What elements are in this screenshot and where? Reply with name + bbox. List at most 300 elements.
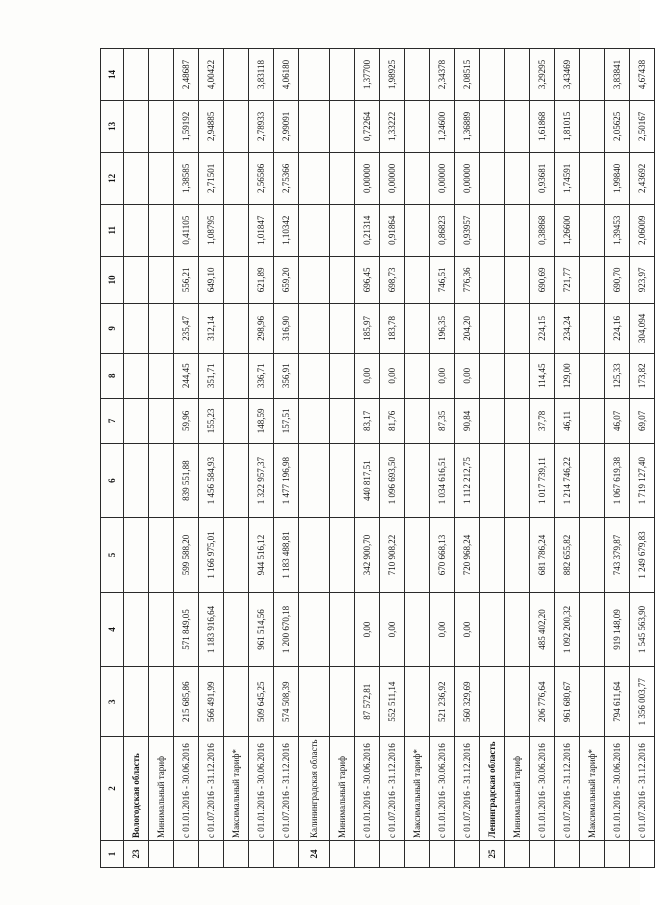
- value-cell: 1,10342: [274, 204, 299, 256]
- value-cell: [299, 256, 330, 303]
- value-cell: 1 183 916,64: [199, 592, 224, 666]
- value-cell: [405, 100, 430, 152]
- value-cell: 3,29295: [530, 49, 555, 101]
- value-cell: [405, 667, 430, 737]
- row-label-cell: с 01.07.2016 - 31.12.2016: [199, 737, 224, 841]
- table-row: [630, 49, 655, 868]
- value-cell: 1 112 212,75: [455, 443, 480, 517]
- value-cell: 4,06180: [274, 49, 299, 101]
- value-cell: [149, 304, 174, 354]
- value-cell: [224, 443, 249, 517]
- value-cell: 125,33: [605, 353, 630, 398]
- value-cell: 185,97: [355, 304, 380, 354]
- table-row: [249, 49, 274, 868]
- value-cell: [299, 592, 330, 666]
- table-body: [101, 49, 655, 868]
- value-cell: 173,82: [630, 353, 655, 398]
- table-row: [299, 49, 330, 868]
- value-cell: [405, 353, 430, 398]
- row-label-cell: с 01.01.2016 - 30.06.2016: [174, 737, 199, 841]
- value-cell: 304,094: [630, 304, 655, 354]
- column-header: 11: [101, 204, 124, 256]
- value-cell: 1,98925: [380, 49, 405, 101]
- value-cell: [224, 204, 249, 256]
- value-cell: 566 491,99: [199, 667, 224, 737]
- value-cell: 1 356 003,77: [630, 667, 655, 737]
- value-cell: 37,78: [530, 398, 555, 443]
- column-header: 13: [101, 100, 124, 152]
- value-cell: 0,00000: [455, 152, 480, 204]
- value-cell: 1 200 670,18: [274, 592, 299, 666]
- value-cell: [149, 256, 174, 303]
- value-cell: 157,51: [274, 398, 299, 443]
- value-cell: 0,00: [380, 353, 405, 398]
- column-header: 3: [101, 667, 124, 737]
- value-cell: 1,24600: [430, 100, 455, 152]
- value-cell: 1,36889: [455, 100, 480, 152]
- row-number-cell: [630, 840, 655, 867]
- value-cell: 621,89: [249, 256, 274, 303]
- value-cell: 944 516,12: [249, 518, 274, 592]
- row-number-cell: [580, 840, 605, 867]
- value-cell: [124, 204, 149, 256]
- table-row: [124, 49, 149, 868]
- table-row: [580, 49, 605, 868]
- value-cell: [149, 100, 174, 152]
- value-cell: 1 214 746,22: [555, 443, 580, 517]
- value-cell: 1,38585: [174, 152, 199, 204]
- row-label-cell: с 01.07.2016 - 31.12.2016: [455, 737, 480, 841]
- value-cell: [330, 304, 355, 354]
- value-cell: [580, 152, 605, 204]
- row-label-cell: Минимальный тариф: [505, 737, 530, 841]
- table-row: [330, 49, 355, 868]
- value-cell: [505, 592, 530, 666]
- table-row: [380, 49, 405, 868]
- row-label-cell: с 01.07.2016 - 31.12.2016: [274, 737, 299, 841]
- value-cell: 342 900,70: [355, 518, 380, 592]
- table-row: [274, 49, 299, 868]
- value-cell: 2,71501: [199, 152, 224, 204]
- value-cell: 1 719 127,40: [630, 443, 655, 517]
- value-cell: 720 968,24: [455, 518, 480, 592]
- value-cell: [405, 443, 430, 517]
- row-number-cell: [455, 840, 480, 867]
- value-cell: [149, 204, 174, 256]
- value-cell: 776,36: [455, 256, 480, 303]
- value-cell: [124, 443, 149, 517]
- table-row: [149, 49, 174, 868]
- value-cell: [505, 353, 530, 398]
- value-cell: [299, 152, 330, 204]
- value-cell: 90,84: [455, 398, 480, 443]
- row-label-cell: с 01.01.2016 - 30.06.2016: [355, 737, 380, 841]
- value-cell: 721,77: [555, 256, 580, 303]
- value-cell: 0,00: [355, 353, 380, 398]
- value-cell: 2,34378: [430, 49, 455, 101]
- value-cell: [580, 443, 605, 517]
- value-cell: [330, 592, 355, 666]
- value-cell: 83,17: [355, 398, 380, 443]
- value-cell: [224, 152, 249, 204]
- value-cell: 794 611,64: [605, 667, 630, 737]
- rotated-table-wrapper: [100, 48, 647, 868]
- value-cell: 649,10: [199, 256, 224, 303]
- value-cell: 521 236,92: [430, 667, 455, 737]
- value-cell: 1,33222: [380, 100, 405, 152]
- value-cell: [224, 100, 249, 152]
- value-cell: [299, 304, 330, 354]
- value-cell: [149, 49, 174, 101]
- value-cell: 1,01847: [249, 204, 274, 256]
- row-label-cell: с 01.01.2016 - 30.06.2016: [530, 737, 555, 841]
- value-cell: [124, 353, 149, 398]
- value-cell: 312,14: [199, 304, 224, 354]
- value-cell: 0,93681: [530, 152, 555, 204]
- value-cell: 235,47: [174, 304, 199, 354]
- value-cell: 743 379,87: [605, 518, 630, 592]
- row-number-cell: [199, 840, 224, 867]
- value-cell: [330, 443, 355, 517]
- value-cell: 1,39453: [605, 204, 630, 256]
- row-label-cell: с 01.07.2016 - 31.12.2016: [555, 737, 580, 841]
- value-cell: [480, 256, 505, 303]
- value-cell: [124, 592, 149, 666]
- value-cell: 599 588,20: [174, 518, 199, 592]
- value-cell: 2,08515: [455, 49, 480, 101]
- value-cell: 0,91864: [380, 204, 405, 256]
- row-number-cell: [555, 840, 580, 867]
- value-cell: [330, 667, 355, 737]
- value-cell: [149, 443, 174, 517]
- value-cell: [330, 204, 355, 256]
- row-label-cell: Максимальный тариф*: [405, 737, 430, 841]
- value-cell: 0,00: [430, 353, 455, 398]
- value-cell: [480, 443, 505, 517]
- row-number-cell: [224, 840, 249, 867]
- value-cell: [480, 353, 505, 398]
- value-cell: 882 655,82: [555, 518, 580, 592]
- value-cell: [505, 152, 530, 204]
- value-cell: 1 067 619,38: [605, 443, 630, 517]
- value-cell: [224, 398, 249, 443]
- row-label-cell: Минимальный тариф: [330, 737, 355, 841]
- table-row: [455, 49, 480, 868]
- value-cell: [330, 100, 355, 152]
- value-cell: [299, 398, 330, 443]
- value-cell: 0,38868: [530, 204, 555, 256]
- header-row: [101, 49, 124, 868]
- value-cell: 215 685,86: [174, 667, 199, 737]
- value-cell: [480, 49, 505, 101]
- value-cell: 183,78: [380, 304, 405, 354]
- value-cell: [580, 204, 605, 256]
- value-cell: [224, 256, 249, 303]
- column-header: 7: [101, 398, 124, 443]
- value-cell: [330, 256, 355, 303]
- value-cell: [480, 667, 505, 737]
- value-cell: [224, 49, 249, 101]
- value-cell: [299, 100, 330, 152]
- value-cell: 1 092 200,32: [555, 592, 580, 666]
- value-cell: 336,71: [249, 353, 274, 398]
- value-cell: 961 514,56: [249, 592, 274, 666]
- value-cell: [124, 667, 149, 737]
- value-cell: [330, 398, 355, 443]
- value-cell: 0,00: [380, 592, 405, 666]
- value-cell: 155,23: [199, 398, 224, 443]
- row-number-cell: 25: [480, 840, 505, 867]
- value-cell: 206 776,64: [530, 667, 555, 737]
- value-cell: [149, 398, 174, 443]
- value-cell: 59,96: [174, 398, 199, 443]
- value-cell: 46,07: [605, 398, 630, 443]
- row-number-cell: [355, 840, 380, 867]
- value-cell: 0,00000: [355, 152, 380, 204]
- value-cell: [299, 204, 330, 256]
- value-cell: [505, 49, 530, 101]
- value-cell: [580, 398, 605, 443]
- value-cell: 3,83841: [605, 49, 630, 101]
- row-number-cell: [430, 840, 455, 867]
- value-cell: 0,00000: [430, 152, 455, 204]
- value-cell: [480, 518, 505, 592]
- value-cell: [224, 353, 249, 398]
- value-cell: 2,06009: [630, 204, 655, 256]
- value-cell: 1,99840: [605, 152, 630, 204]
- value-cell: 0,00: [455, 353, 480, 398]
- value-cell: 148,59: [249, 398, 274, 443]
- value-cell: 698,73: [380, 256, 405, 303]
- value-cell: 2,48687: [174, 49, 199, 101]
- value-cell: 552 511,14: [380, 667, 405, 737]
- value-cell: 690,69: [530, 256, 555, 303]
- value-cell: 1 456 584,93: [199, 443, 224, 517]
- row-label-cell: с 01.01.2016 - 30.06.2016: [249, 737, 274, 841]
- value-cell: 1 166 975,01: [199, 518, 224, 592]
- row-number-cell: [274, 840, 299, 867]
- value-cell: [405, 304, 430, 354]
- value-cell: 87,35: [430, 398, 455, 443]
- value-cell: 440 817,51: [355, 443, 380, 517]
- value-cell: [580, 256, 605, 303]
- table-row: [174, 49, 199, 868]
- value-cell: [330, 353, 355, 398]
- value-cell: 1 034 616,51: [430, 443, 455, 517]
- value-cell: 81,76: [380, 398, 405, 443]
- value-cell: 1 322 957,37: [249, 443, 274, 517]
- value-cell: [580, 100, 605, 152]
- table-row: [505, 49, 530, 868]
- value-cell: 87 572,81: [355, 667, 380, 737]
- value-cell: 0,41105: [174, 204, 199, 256]
- value-cell: [149, 667, 174, 737]
- column-header: 5: [101, 518, 124, 592]
- value-cell: [149, 518, 174, 592]
- value-cell: [580, 667, 605, 737]
- value-cell: 0,21314: [355, 204, 380, 256]
- value-cell: [405, 256, 430, 303]
- value-cell: [149, 353, 174, 398]
- value-cell: 571 849,05: [174, 592, 199, 666]
- value-cell: 2,75366: [274, 152, 299, 204]
- column-header: 6: [101, 443, 124, 517]
- value-cell: [224, 667, 249, 737]
- value-cell: 2,99091: [274, 100, 299, 152]
- value-cell: [124, 518, 149, 592]
- value-cell: 1,08795: [199, 204, 224, 256]
- value-cell: [505, 667, 530, 737]
- value-cell: 0,72264: [355, 100, 380, 152]
- column-header: 1: [101, 840, 124, 867]
- value-cell: [124, 100, 149, 152]
- value-cell: 0,00000: [380, 152, 405, 204]
- value-cell: 234,24: [555, 304, 580, 354]
- row-label-cell: Калининградская область: [299, 737, 330, 841]
- table-row: [405, 49, 430, 868]
- row-number-cell: [330, 840, 355, 867]
- value-cell: [580, 49, 605, 101]
- value-cell: [330, 518, 355, 592]
- value-cell: [299, 353, 330, 398]
- value-cell: [224, 518, 249, 592]
- value-cell: 710 908,22: [380, 518, 405, 592]
- value-cell: 1,61868: [530, 100, 555, 152]
- value-cell: 2,56586: [249, 152, 274, 204]
- value-cell: 0,00: [430, 592, 455, 666]
- value-cell: 1 477 196,98: [274, 443, 299, 517]
- value-cell: 4,00422: [199, 49, 224, 101]
- value-cell: [580, 592, 605, 666]
- value-cell: [405, 152, 430, 204]
- value-cell: 923,97: [630, 256, 655, 303]
- value-cell: 3,83118: [249, 49, 274, 101]
- value-cell: [149, 592, 174, 666]
- row-number-cell: [530, 840, 555, 867]
- table-row: [480, 49, 505, 868]
- value-cell: [405, 204, 430, 256]
- value-cell: [149, 152, 174, 204]
- value-cell: 509 645,25: [249, 667, 274, 737]
- value-cell: [580, 518, 605, 592]
- table-row: [430, 49, 455, 868]
- value-cell: 196,35: [430, 304, 455, 354]
- value-cell: 3,43469: [555, 49, 580, 101]
- value-cell: [299, 49, 330, 101]
- value-cell: 2,05625: [605, 100, 630, 152]
- row-label-cell: Ленинградская область: [480, 737, 505, 841]
- value-cell: [505, 256, 530, 303]
- row-label-cell: с 01.07.2016 - 31.12.2016: [630, 737, 655, 841]
- row-number-cell: [405, 840, 430, 867]
- column-header: 12: [101, 152, 124, 204]
- value-cell: 69,07: [630, 398, 655, 443]
- value-cell: 961 680,67: [555, 667, 580, 737]
- value-cell: 1 545 563,90: [630, 592, 655, 666]
- value-cell: 839 551,88: [174, 443, 199, 517]
- table-row: [605, 49, 630, 868]
- value-cell: [405, 592, 430, 666]
- value-cell: [505, 204, 530, 256]
- table-row: [555, 49, 580, 868]
- value-cell: [505, 100, 530, 152]
- value-cell: 204,20: [455, 304, 480, 354]
- value-cell: 746,51: [430, 256, 455, 303]
- value-cell: 244,45: [174, 353, 199, 398]
- value-cell: [330, 152, 355, 204]
- value-cell: [224, 592, 249, 666]
- value-cell: 1 096 693,50: [380, 443, 405, 517]
- column-header: 9: [101, 304, 124, 354]
- row-label-cell: Максимальный тариф*: [580, 737, 605, 841]
- value-cell: 1 249 679,83: [630, 518, 655, 592]
- row-number-cell: 24: [299, 840, 330, 867]
- value-cell: [480, 204, 505, 256]
- value-cell: [405, 398, 430, 443]
- value-cell: 2,94885: [199, 100, 224, 152]
- table-row: [224, 49, 249, 868]
- value-cell: 670 668,13: [430, 518, 455, 592]
- value-cell: 4,67438: [630, 49, 655, 101]
- value-cell: [330, 49, 355, 101]
- value-cell: 485 402,20: [530, 592, 555, 666]
- row-label-cell: с 01.01.2016 - 30.06.2016: [605, 737, 630, 841]
- value-cell: [505, 443, 530, 517]
- value-cell: [480, 100, 505, 152]
- value-cell: [505, 398, 530, 443]
- value-cell: 2,78933: [249, 100, 274, 152]
- value-cell: 1,74591: [555, 152, 580, 204]
- value-cell: 0,93957: [455, 204, 480, 256]
- table-row: [199, 49, 224, 868]
- value-cell: 0,00: [455, 592, 480, 666]
- value-cell: 574 508,39: [274, 667, 299, 737]
- value-cell: 556,21: [174, 256, 199, 303]
- row-number-cell: [249, 840, 274, 867]
- value-cell: [299, 667, 330, 737]
- row-number-cell: [605, 840, 630, 867]
- value-cell: 2,50167: [630, 100, 655, 152]
- value-cell: 0,86823: [430, 204, 455, 256]
- row-label-cell: Максимальный тариф*: [224, 737, 249, 841]
- value-cell: 1,37700: [355, 49, 380, 101]
- row-label-cell: с 01.01.2016 - 30.06.2016: [430, 737, 455, 841]
- column-header: 4: [101, 592, 124, 666]
- value-cell: 46,11: [555, 398, 580, 443]
- value-cell: 1,81015: [555, 100, 580, 152]
- row-number-cell: [380, 840, 405, 867]
- column-header: 10: [101, 256, 124, 303]
- value-cell: [505, 518, 530, 592]
- table-row: [530, 49, 555, 868]
- value-cell: [480, 304, 505, 354]
- value-cell: [580, 353, 605, 398]
- table-row: [355, 49, 380, 868]
- value-cell: 114,45: [530, 353, 555, 398]
- row-label-cell: Вологодская область: [124, 737, 149, 841]
- value-cell: 351,71: [199, 353, 224, 398]
- value-cell: 690,70: [605, 256, 630, 303]
- row-label-cell: с 01.07.2016 - 31.12.2016: [380, 737, 405, 841]
- value-cell: 681 786,24: [530, 518, 555, 592]
- value-cell: [124, 256, 149, 303]
- row-number-cell: [149, 840, 174, 867]
- value-cell: 0,00: [355, 592, 380, 666]
- value-cell: [480, 592, 505, 666]
- value-cell: [224, 304, 249, 354]
- value-cell: 129,00: [555, 353, 580, 398]
- value-cell: 1 183 488,81: [274, 518, 299, 592]
